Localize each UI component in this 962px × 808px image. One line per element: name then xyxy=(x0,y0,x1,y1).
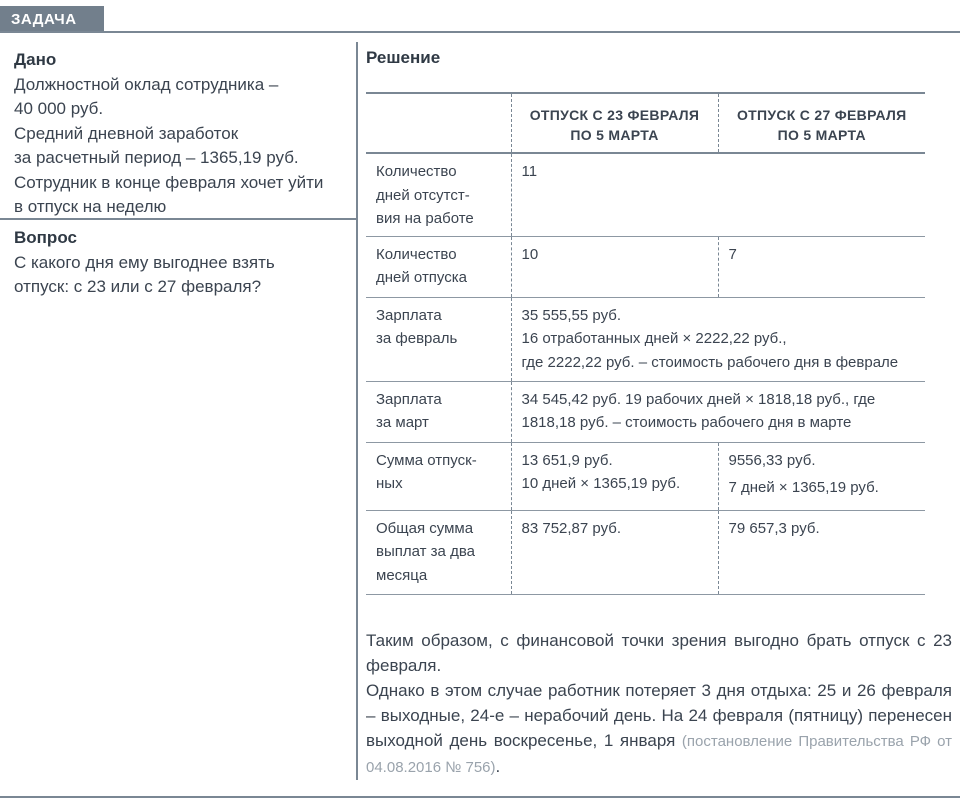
conclusion-part1: Таким образом, с финансовой точки зрения выгодно брать отпуск с 23 февраля. xyxy=(366,631,952,675)
question-section xyxy=(14,226,350,300)
cell-line: 16 отработанных дней × 2222,22 руб., xyxy=(521,330,787,347)
cell-line: 7 дней × 1365,19 руб. xyxy=(728,479,879,496)
cell-line: где 2222,22 руб. – стоимость рабочего дня в феврале xyxy=(521,353,899,371)
cell-line: 7 xyxy=(728,245,737,263)
given-line: 40 000 руб. xyxy=(14,99,104,118)
conclusion-text: Однако в этом случае работник потеряет 3 дня отдыха: 25 и 26 февраля – выходные, 24-е – нерабочий день. На 24 февраля (пятницу) перенесен выходной день воскресенье, 1 января xyxy=(366,681,952,750)
label-line: дней отпуска xyxy=(376,269,467,286)
given-title: Дано xyxy=(14,50,57,69)
column-divider xyxy=(356,42,358,780)
label-line: дней отсутст- xyxy=(376,186,470,204)
label-line: Общая сумма xyxy=(376,519,474,537)
header-cell-empty xyxy=(366,93,511,153)
given-line: в отпуск на неделю xyxy=(14,197,167,216)
cell-line: 11 xyxy=(521,163,538,180)
cell-merged xyxy=(511,381,925,442)
label-line: вия на работе xyxy=(376,210,474,227)
cell-line: 1818,18 руб. – стоимость рабочего дня в марте xyxy=(521,414,852,431)
cell-line: 34 545,42 руб. 19 рабочих дней × 1818,18 руб., где xyxy=(521,390,876,408)
label-line: Количество xyxy=(376,245,457,263)
conclusion xyxy=(366,628,952,780)
label-line: Зарплата xyxy=(376,306,442,324)
given-line: за расчетный период – 1365,19 руб. xyxy=(14,148,299,167)
table-row xyxy=(366,442,925,510)
question-line: С какого дня ему выгоднее взять xyxy=(14,252,275,272)
cell-option-27 xyxy=(718,153,925,236)
given-line: Сотрудник в конце февраля хочет уйти xyxy=(14,172,324,192)
given-line: Должностной оклад сотрудника – xyxy=(14,74,279,94)
row-label xyxy=(366,381,511,442)
cell-line: 79 657,3 руб. xyxy=(728,519,820,537)
cell-option-23 xyxy=(511,153,718,236)
row-label xyxy=(366,510,511,594)
label-line: за февраль xyxy=(376,330,458,347)
header-line: ОТПУСК С 27 ФЕВРАЛЯ xyxy=(736,107,907,123)
label-line: месяца xyxy=(376,566,428,584)
cell-line: 83 752,87 руб. xyxy=(521,519,621,537)
table-row xyxy=(366,297,925,381)
cell-merged xyxy=(511,297,925,381)
cell-option-23 xyxy=(511,236,718,297)
bottom-rule xyxy=(0,796,960,798)
cell-option-23 xyxy=(511,510,718,594)
label-line: Количество xyxy=(376,163,457,180)
cell-option-27 xyxy=(718,442,925,510)
cell-line: 9556,33 руб. xyxy=(728,451,816,469)
table-row xyxy=(366,153,925,236)
row-label xyxy=(366,236,511,297)
label-line: Зарплата xyxy=(376,390,442,408)
legal-reference: (постановление Правительства РФ от 04.08.2016 № 756) xyxy=(366,733,953,776)
label-line: за март xyxy=(376,414,429,431)
conclusion-part2 xyxy=(366,678,952,780)
question-line: отпуск: с 23 или с 27 февраля? xyxy=(14,277,262,296)
header-cell-option-23 xyxy=(511,93,718,153)
header-line: ОТПУСК С 23 ФЕВРАЛЯ xyxy=(529,107,700,123)
row-label xyxy=(366,153,511,236)
cell-line: 10 xyxy=(521,245,539,263)
table-row xyxy=(366,381,925,442)
row-label xyxy=(366,442,511,510)
given-line: Средний дневной заработок xyxy=(14,123,239,143)
task-tag: ЗАДАЧА xyxy=(0,6,104,33)
table-row xyxy=(366,510,925,594)
given-section xyxy=(14,48,350,220)
header-line: ПО 5 МАРТА xyxy=(777,127,866,143)
cell-line: 10 дней × 1365,19 руб. xyxy=(521,475,681,492)
conclusion-end: . xyxy=(495,757,501,776)
table-row xyxy=(366,236,925,297)
row-label xyxy=(366,297,511,381)
solution-title: Решение xyxy=(366,48,441,67)
label-line: выплат за два xyxy=(376,543,475,560)
label-line: ных xyxy=(376,475,403,492)
table-header-row xyxy=(366,93,925,153)
header-line: ПО 5 МАРТА xyxy=(570,127,659,143)
top-rule xyxy=(0,31,960,33)
header-cell-option-27 xyxy=(718,93,925,153)
cell-line: 35 555,55 руб. xyxy=(521,306,621,324)
label-line: Сумма отпуск- xyxy=(376,451,477,469)
solution-table xyxy=(366,92,925,595)
cell-line: 13 651,9 руб. xyxy=(521,451,613,469)
cell-option-23 xyxy=(511,442,718,510)
cell-option-27 xyxy=(718,510,925,594)
cell-option-27 xyxy=(718,236,925,297)
question-title: Вопрос xyxy=(14,228,77,247)
